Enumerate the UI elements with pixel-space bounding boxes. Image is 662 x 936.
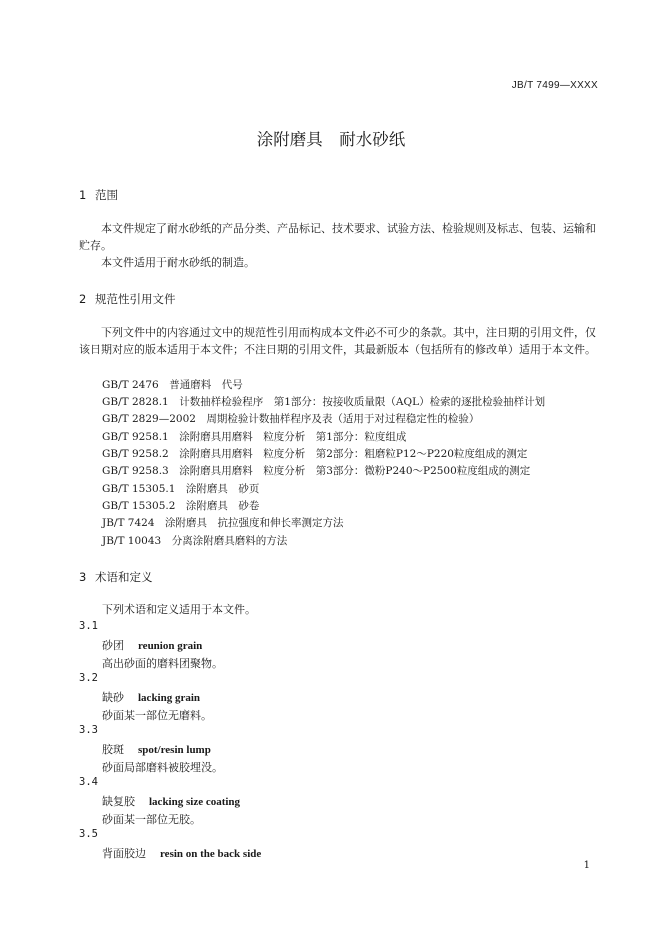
term-zh: 砂团 [102, 639, 124, 652]
term-definition: 砂面某一部位无胶。 [102, 813, 201, 826]
section-number: 2 [79, 292, 87, 306]
term-entry [102, 793, 240, 809]
page-number: 1 [583, 860, 590, 871]
term-en: lacking grain [138, 692, 201, 704]
intro-paragraph: 下列文件中的内容通过文中的规范性引用而构成本文件必不可少的条款。其中，注日期的引用文件，仅该日期对应的版本适用于本文件；不注日期的引用文件，其最新版本（包括所有的修改单）适用于本文件。 [79, 326, 596, 356]
term-number: 3.4 [79, 776, 98, 788]
document-title: 涂附磨具 耐水砂纸 [256, 130, 406, 149]
scope-paragraph: 本文件适用于耐水砂纸的制造。 [101, 256, 255, 269]
term-definition: 砂面某一部位无磨料。 [102, 709, 212, 722]
terms-intro: 下列术语和定义适用于本文件。 [102, 603, 256, 616]
section-number: 3 [79, 570, 87, 584]
term-definition: 高出砂面的磨料团聚物。 [102, 657, 223, 670]
section-heading-normative-refs [79, 291, 176, 307]
term-zh: 背面胶边 [102, 847, 146, 860]
term-en: resin on the back side [160, 848, 262, 860]
reference-item: GB/T 9258.3 涂附磨具用磨料 粒度分析 第3部分：微粉P240～P2500粒度组成的测定 [102, 465, 531, 477]
reference-item: GB/T 2828.1 计数抽样检验程序 第1部分：按接收质量限（AQL）检索的逐批检验抽样计划 [102, 396, 546, 408]
reference-item: GB/T 9258.1 涂附磨具用磨料 粒度分析 第1部分：粒度组成 [102, 431, 407, 443]
term-entry [102, 741, 211, 757]
reference-item: GB/T 9258.2 涂附磨具用磨料 粒度分析 第2部分：粗磨粒P12～P220粒度组成的测定 [102, 448, 528, 460]
term-entry [102, 637, 202, 653]
scope-paragraph: 本文件规定了耐水砂纸的产品分类、产品标记、技术要求、试验方法、检验规则及标志、包装、运输和贮存。 [79, 222, 596, 252]
section-heading-terms [79, 569, 153, 585]
term-zh: 胶斑 [102, 743, 124, 756]
normative-refs-intro [79, 324, 599, 358]
term-number: 3.5 [79, 828, 98, 840]
section-number: 1 [79, 188, 87, 202]
term-en: spot/resin lump [138, 744, 211, 756]
reference-item: GB/T 15305.2 涂附磨具 砂卷 [102, 500, 260, 512]
reference-item: GB/T 2829—2002 周期检验计数抽样程序及表（适用于对过程稳定性的检验） [102, 413, 480, 425]
reference-item: GB/T 2476 普通磨料 代号 [102, 379, 243, 391]
reference-item: JB/T 10043 分离涂附磨具磨料的方法 [102, 535, 288, 547]
reference-item: GB/T 15305.1 涂附磨具 砂页 [102, 483, 260, 495]
term-en: reunion grain [138, 640, 203, 652]
term-definition: 砂面局部磨料被胶埋没。 [102, 761, 223, 774]
section-title: 规范性引用文件 [95, 292, 176, 306]
term-number: 3.3 [79, 724, 98, 736]
term-number: 3.2 [79, 672, 98, 684]
term-zh: 缺砂 [102, 691, 124, 704]
term-entry [102, 689, 200, 705]
section-title: 术语和定义 [95, 570, 153, 584]
scope-body [79, 220, 599, 271]
term-entry [102, 845, 261, 861]
term-zh: 缺复胶 [102, 795, 135, 808]
term-number: 3.1 [79, 620, 98, 632]
term-en: lacking size coating [149, 796, 241, 808]
section-heading-scope [79, 187, 118, 203]
reference-item: JB/T 7424 涂附磨具 抗拉强度和伸长率测定方法 [102, 517, 344, 529]
standard-code: JB/T 7499—XXXX [511, 80, 598, 91]
section-title: 范围 [95, 188, 118, 202]
